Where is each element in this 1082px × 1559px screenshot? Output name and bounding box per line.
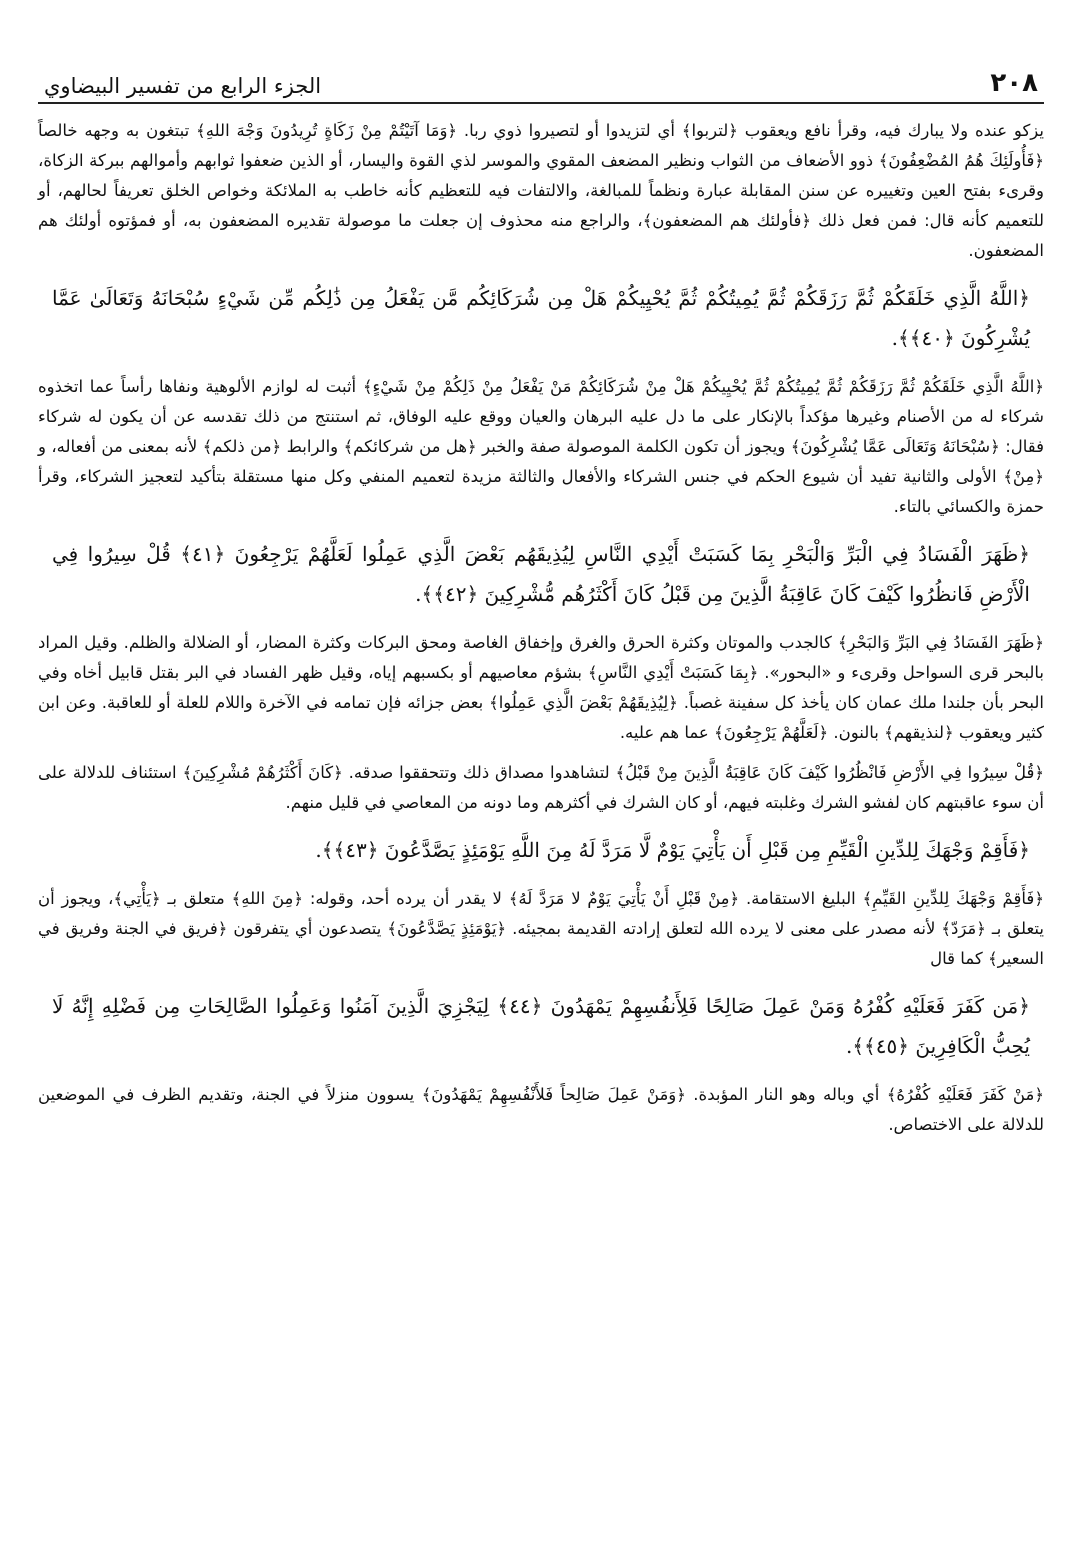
quran-verse-block: ﴿فَأَقِمْ وَجْهَكَ لِلدِّينِ الْقَيِّمِ مِن قَبْلِ أَن يَأْتِيَ يَوْمٌ لَّا مَرَدَّ لَهُ مِنَ اللَّهِ يَوْمَئِذٍ يَصَّدَّعُونَ ﴿٤٣﴾﴾. <box>315 838 1030 862</box>
commentary-paragraph: ﴿مَنْ كَفَرَ فَعَلَيْهِ كُفْرُهُ﴾ أي وباله وهو النار المؤبدة. ﴿وَمَنْ عَمِلَ صَالِحاً فَلأَنْفُسِهِمْ يَمْهَدُونَ﴾ يسوون منزلاً في الجنة، وتقديم الظرف في الموضعين للدلالة على الاختصاص. <box>38 1085 1044 1134</box>
quran-verse-block: ﴿مَن كَفَرَ فَعَلَيْهِ كُفْرُهُ وَمَنْ عَمِلَ صَالِحًا فَلِأَنفُسِهِمْ يَمْهَدُونَ ﴿٤٤﴾ لِيَجْزِيَ الَّذِينَ آمَنُوا وَعَمِلُوا الصَّالِحَاتِ مِن فَضْلِهِ إِنَّهُ لَا يُحِبُّ الْكَافِرِينَ ﴿٤٥﴾﴾. <box>52 994 1030 1058</box>
page-header <box>38 54 1044 104</box>
commentary-paragraph: يزكو عنده ولا يبارك فيه، وقرأ نافع ويعقوب ﴿لتربوا﴾ أي لتزيدوا أو لتصيروا ذوي ربا. ﴿وَمَا آتَيْتُمْ مِنْ زَكَاةٍ تُرِيدُونَ وَجْهَ اللهِ﴾ تبتغون به وجهه خالصاً ﴿فَأُولَئِكَ هُمُ المُضْعِفُونَ﴾ ذوو الأضعاف من الثواب ونظير المضعف المقوي والموسر لذي القوة واليسار، أو الذين ضعفوا ثوابهم وأموالهم ببركة الزكاة، وقرىء بفتح العين وتغييره عن سنن المقابلة عبارة ونظماً للمبالغة، والالتفات فيه للتعظيم كأنه خاطب به الملائكة وخواص الخلق تعريفاً لحالهم، أو للتعميم كأنه قال: فمن فعل ذلك ﴿فأولئك هم المضعفون﴾، والراجع منه محذوف إن جعلت ما موصولة تقديره المضعفون به، أو فمؤتوه أولئك هم المضعفون. <box>38 121 1044 260</box>
commentary-paragraph: ﴿قُلْ سِيرُوا فِي الأَرْضِ فَانْظُرُوا كَيْفَ كَانَ عَاقِبَةُ الَّذِينَ مِنْ قَبْلُ﴾ لتشاهدوا مصداق ذلك وتتحققوا صدقه. ﴿كَانَ أَكْثَرُهُمْ مُشْرِكِينَ﴾ استئناف للدلالة على أن سوء عاقبتهم كان لفشو الشرك وغلبته فيهم، أو كان الشرك في أكثرهم وما دونه من المعاصي في قليل منهم. <box>38 763 1044 812</box>
page-number: ٢٠٨ <box>990 68 1038 98</box>
commentary-paragraph: ﴿فَأَقِمْ وَجْهَكَ لِلدِّينِ القَيِّمِ﴾ البليغ الاستقامة. ﴿مِنْ قَبْلِ أَنْ يَأْتِيَ يَوْمٌ لا مَرَدَّ لَهُ﴾ لا يقدر أن يرده أحد، وقوله: ﴿مِنَ اللهِ﴾ متعلق بـ ﴿يَأْتِي﴾، ويجوز أن يتعلق بـ ﴿مَرَدّ﴾ لأنه مصدر على معنى لا يرده الله لتعلق إرادته القديمة بمجيئه. ﴿يَوْمَئِذٍ يَصَّدَّعُونَ﴾ يتصدعون أي يتفرقون ﴿فريق في الجنة وفريق في السعير﴾ كما قال <box>38 889 1044 968</box>
quran-verse-block: ﴿ظَهَرَ الْفَسَادُ فِي الْبَرِّ وَالْبَحْرِ بِمَا كَسَبَتْ أَيْدِي النَّاسِ لِيُذِيقَهُم بَعْضَ الَّذِي عَمِلُوا لَعَلَّهُمْ يَرْجِعُونَ ﴿٤١﴾ قُلْ سِيرُوا فِي الْأَرْضِ فَانظُرُوا كَيْفَ كَانَ عَاقِبَةُ الَّذِينَ مِن قَبْلُ كَانَ أَكْثَرُهُم مُّشْرِكِينَ ﴿٤٢﴾﴾. <box>52 542 1030 606</box>
commentary-paragraph: ﴿اللَّهُ الَّذِي خَلَقَكُمْ ثُمَّ رَزَقَكُمْ ثُمَّ يُمِيتُكُمْ ثُمَّ يُحْيِيكُمْ هَلْ مِنْ شُرَكَائِكُمْ مَنْ يَفْعَلُ مِنْ ذَلِكُمْ مِنْ شَيْءٍ﴾ أثبت له لوازم الألوهية ونفاها رأساً عما اتخذوه شركاء له من الأصنام وغيرها مؤكداً بالإنكار على ما دل عليه البرهان والعيان ووقع عليه الوفاق، ثم استنتج من ذلك تقدسه عن أن يكون له شركاء فقال: ﴿سُبْحَانَهُ وَتَعَالَى عَمَّا يُشْرِكُونَ﴾ ويجوز أن تكون الكلمة الموصولة صفة والخبر ﴿هل من شركائكم﴾ والرابط ﴿من ذلكم﴾ لأنه بمعنى من أفعاله، و ﴿مِنْ﴾ الأولى والثانية تفيد أن شيوع الحكم في جنس الشركاء والأفعال والثالثة مزيدة لتعميم المنفي وكل منها مستقلة بتأكيد لتعجيز الشركاء، وقرأ حمزة والكسائي بالتاء. <box>38 377 1044 516</box>
commentary-paragraph: ﴿ظَهَرَ الفَسَادُ فِي البَرِّ وَالبَحْرِ﴾ كالجدب والموتان وكثرة الحرق والغرق وإخفاق الغاصة ومحق البركات وكثرة المضار، أو الضلالة والظلم. وقيل المراد بالبحر قرى السواحل وقرىء و «البحور». ﴿بِمَا كَسَبَتْ أَيْدِي النَّاسِ﴾ بشؤم معاصيهم أو بكسبهم إياه، وقيل ظهر الفساد في البر بقتل قابيل أخاه وفي البحر بأن جلندا ملك عمان كان يأخذ كل سفينة غصباً. ﴿لِيُذِيقَهُمْ بَعْضَ الَّذِي عَمِلُوا﴾ بعض جزائه فإن تمامه في الآخرة واللام للعلة أو للعاقبة. وعن ابن كثير ويعقوب ﴿لنذيقهم﴾ بالنون. ﴿لَعَلَّهُمْ يَرْجِعُونَ﴾ عما هم عليه. <box>38 633 1044 742</box>
quran-verse-block: ﴿اللَّهُ الَّذِي خَلَقَكُمْ ثُمَّ رَزَقَكُمْ ثُمَّ يُمِيتُكُمْ ثُمَّ يُحْيِيكُمْ هَلْ مِن شُرَكَائِكُم مَّن يَفْعَلُ مِن ذَٰلِكُم مِّن شَيْءٍ سُبْحَانَهُ وَتَعَالَىٰ عَمَّا يُشْرِكُونَ ﴿٤٠﴾﴾. <box>52 286 1030 350</box>
page-body <box>38 104 1044 1140</box>
running-title: الجزء الرابع من تفسير البيضاوي <box>44 74 322 98</box>
document-page <box>38 54 1044 1534</box>
